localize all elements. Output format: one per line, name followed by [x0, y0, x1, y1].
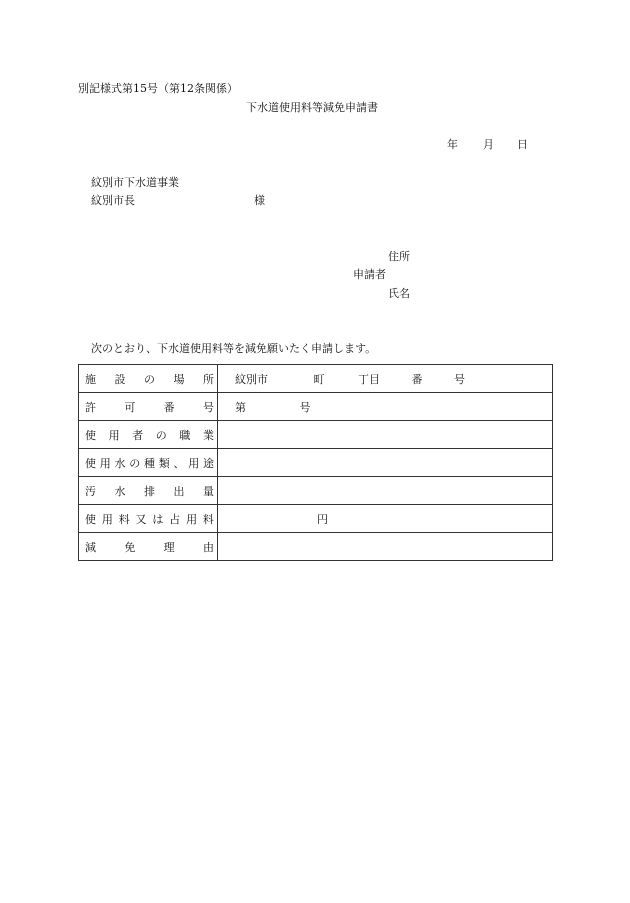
label-char: 可	[124, 400, 136, 414]
label-char: 号	[202, 400, 214, 414]
label-char: 類	[158, 456, 170, 470]
chome-unit: 丁目	[358, 372, 380, 386]
dai-prefix: 第	[235, 400, 246, 414]
label-char: 種	[144, 456, 155, 470]
label-char: 所	[203, 372, 214, 386]
yen-unit: 円	[317, 512, 328, 526]
application-table	[78, 364, 553, 561]
document-title: 下水道使用料等減免申請書	[246, 101, 378, 114]
label-char: の	[155, 428, 167, 442]
label-char: の	[144, 372, 155, 386]
city-text: 紋別市	[235, 372, 268, 386]
wastewater-volume-label	[79, 477, 218, 505]
date-year-label: 年	[447, 138, 458, 151]
applicant-address-label: 住所	[388, 250, 410, 263]
usage-fee-field[interactable]	[218, 505, 553, 533]
label-char: 設	[114, 372, 126, 386]
user-occupation-label	[79, 421, 218, 449]
date-day-label: 日	[517, 138, 528, 151]
table-row-facility-location	[79, 365, 553, 393]
addressee-organization: 紋別市下水道事業	[91, 176, 179, 189]
water-type-usage-field[interactable]	[218, 449, 553, 477]
label-char: の	[129, 456, 141, 470]
addressee-honorific: 様	[254, 194, 265, 207]
intro-text: 次のとおり、下水道使用料等を減免願いたく申請します。	[91, 342, 377, 355]
label-char: 減	[85, 540, 96, 554]
label-char: 占	[169, 512, 181, 526]
label-char: 排	[144, 484, 155, 498]
table-row-permit-number	[79, 393, 553, 421]
label-char: 番	[163, 400, 175, 414]
wastewater-volume-field[interactable]	[218, 477, 553, 505]
form-number: 別記様式第15号（第12条関係）	[78, 82, 238, 95]
go-suffix: 号	[299, 400, 311, 414]
label-char: 途	[203, 456, 214, 470]
applicant-label: 申請者	[353, 268, 386, 281]
label-char: 使	[85, 512, 96, 526]
label-char: 用	[186, 512, 198, 526]
label-char: 量	[203, 484, 214, 498]
permit-number-label	[79, 393, 218, 421]
go-unit: 号	[454, 372, 465, 386]
usage-fee-label	[79, 505, 218, 533]
label-char: 理	[163, 540, 175, 554]
table-row-user-occupation	[79, 421, 553, 449]
town-unit: 町	[313, 372, 325, 386]
table-row-usage-fee	[79, 505, 553, 533]
facility-location-field[interactable]	[218, 365, 553, 393]
label-char: 免	[124, 540, 136, 554]
label-char: 用	[108, 428, 120, 442]
label-char: 使	[85, 428, 96, 442]
table-row-wastewater-volume	[79, 477, 553, 505]
ban-unit: 番	[411, 372, 423, 386]
reduction-reason-field[interactable]	[218, 533, 553, 561]
label-char: 用	[99, 456, 111, 470]
label-char: 汚	[85, 484, 96, 498]
label-char: 施	[85, 372, 96, 386]
label-char: 出	[173, 484, 185, 498]
label-char: 、	[173, 456, 185, 470]
label-char: 職	[179, 428, 191, 442]
applicant-name-label: 氏名	[388, 287, 410, 300]
facility-location-label	[79, 365, 218, 393]
label-char: 業	[202, 428, 214, 442]
label-char: 由	[202, 540, 214, 554]
label-char: 用	[101, 512, 113, 526]
label-char: 者	[132, 428, 144, 442]
permit-number-field[interactable]	[218, 393, 553, 421]
water-type-usage-label	[79, 449, 218, 477]
label-char: は	[152, 512, 164, 526]
label-char: 用	[188, 456, 200, 470]
reduction-reason-label	[79, 533, 218, 561]
label-char: 水	[114, 484, 126, 498]
label-char: 場	[173, 372, 185, 386]
label-char: 水	[114, 456, 126, 470]
table-row-reduction-reason	[79, 533, 553, 561]
date-month-label: 月	[483, 138, 494, 151]
label-char: 料	[202, 512, 214, 526]
addressee-mayor: 紋別市長	[91, 194, 135, 207]
label-char: 料	[118, 512, 130, 526]
table-row-water-type-usage	[79, 449, 553, 477]
label-char: 又	[135, 512, 147, 526]
label-char: 許	[85, 400, 96, 414]
user-occupation-field[interactable]	[218, 421, 553, 449]
label-char: 使	[85, 456, 96, 470]
